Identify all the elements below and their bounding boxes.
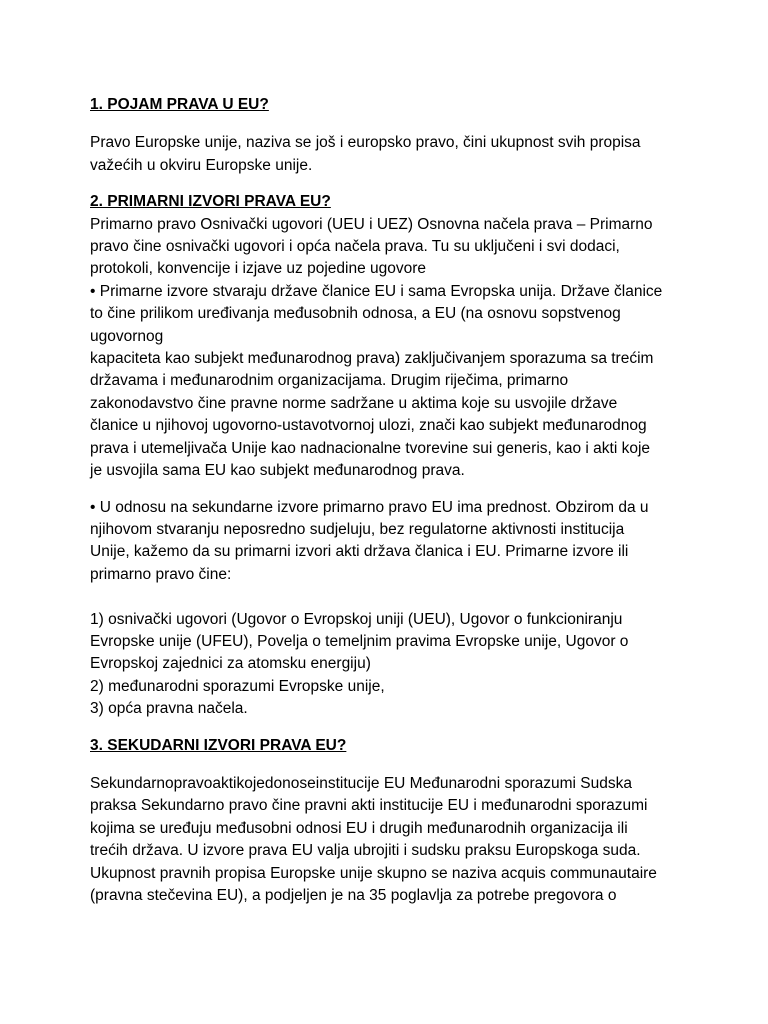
section-2-bullet-1 <box>90 281 690 483</box>
paragraph-line: njihovom stvaranju neposredno sudjeluju, bez regulatorne aktivnosti institucija <box>90 520 625 538</box>
section-1-heading: 1. POJAM PRAVA U EU? <box>90 96 269 113</box>
paragraph-line: zakonodavstvo čine pravne norme sadržane u aktima koje su usvojile države <box>90 394 618 412</box>
paragraph-line: članice u njihovoj ugovorno-ustavotvornoj ulozi, znači kao subjekt međunarodnog <box>90 417 647 435</box>
paragraph-line: Ukupnost pravnih propisa Europske unije skupno se naziva acquis communautaire <box>90 864 657 882</box>
paragraph-line: kojima se uređuju međusobni odnosi EU i drugih međunarodnih organizacija ili <box>90 819 628 837</box>
paragraph-line: pravo čine osnivački ugovori i opća načela prava. Tu su uključeni i svi dodaci, <box>90 238 620 256</box>
paragraph-line: ugovornog <box>90 327 164 345</box>
section-2-intro <box>90 214 690 281</box>
paragraph-line: (pravna stečevina EU), a podjeljen je na 35 poglavlja za potrebe pregovora o <box>90 886 617 904</box>
paragraph-line: prava i utemeljivača Unije kao nadnacionalne tvorevine sui generis, kao i akti koje <box>90 439 651 457</box>
paragraph-line: Pravo Europske unije, naziva se još i europsko pravo, čini ukupnost svih propisa <box>90 134 641 152</box>
paragraph-line: važećih u okviru Europske unije. <box>90 156 313 174</box>
section-2-heading: 2. PRIMARNI IZVORI PRAVA EU? <box>90 193 331 211</box>
list-item: 3) opća pravna načela. <box>90 700 248 718</box>
list-item: Evropskoj zajednici za atomsku energiju) <box>90 655 371 673</box>
document-page <box>90 94 690 907</box>
section-3-paragraph <box>90 773 690 907</box>
section-1-paragraph <box>90 132 690 177</box>
section-2-list <box>90 609 690 721</box>
paragraph-line: to čine prilikom uređivanja međusobnih odnosa, a EU (na osnovu sopstvenog <box>90 305 621 323</box>
paragraph-line: • Primarne izvore stvaraju države članice EU i sama Evropska unija. Države članice <box>90 282 663 300</box>
paragraph-line: Unije, kažemo da su primarni izvori akti država članica i EU. Primarne izvore ili <box>90 543 629 561</box>
section-3-heading: 3. SEKUDARNI IZVORI PRAVA EU? <box>90 736 347 754</box>
paragraph-line: protokoli, konvencije i izjave uz pojedine ugovore <box>90 260 427 278</box>
paragraph-line: praksa Sekundarno pravo čine pravni akti institucije EU i međunarodni sporazumi <box>90 797 648 815</box>
list-item: Evropske unije (UFEU), Povelja o temeljnim pravima Evropske unije, Ugovor o <box>90 632 629 650</box>
list-item: 2) međunarodni sporazumi Evropske unije, <box>90 677 385 695</box>
paragraph-line: • U odnosu na sekundarne izvore primarno pravo EU ima prednost. Obzirom da u <box>90 498 649 516</box>
list-item: 1) osnivački ugovori (Ugovor o Evropskoj uniji (UEU), Ugovor o funkcioniranju <box>90 610 623 628</box>
paragraph-line: kapaciteta kao subjekt međunarodnog prava) zaključivanjem sporazuma sa trećim <box>90 350 654 368</box>
paragraph-line: je usvojila sama EU kao subjekt međunarodnog prava. <box>90 462 465 480</box>
paragraph-line: Sekundarnopravoaktikojedonoseinstitucije EU Međunarodni sporazumi Sudska <box>90 774 632 792</box>
section-2-bullet-2 <box>90 497 690 587</box>
paragraph-line: primarno pravo čine: <box>90 565 232 583</box>
paragraph-line: državama i međunarodnim organizacijama. Drugim riječima, primarno <box>90 372 569 390</box>
paragraph-line: trećih država. U izvore prava EU valja ubrojiti i sudsku praksu Europskoga suda. <box>90 842 641 860</box>
paragraph-line: Primarno pravo Osnivački ugovori (UEU i UEZ) Osnovna načela prava – Primarno <box>90 215 653 233</box>
